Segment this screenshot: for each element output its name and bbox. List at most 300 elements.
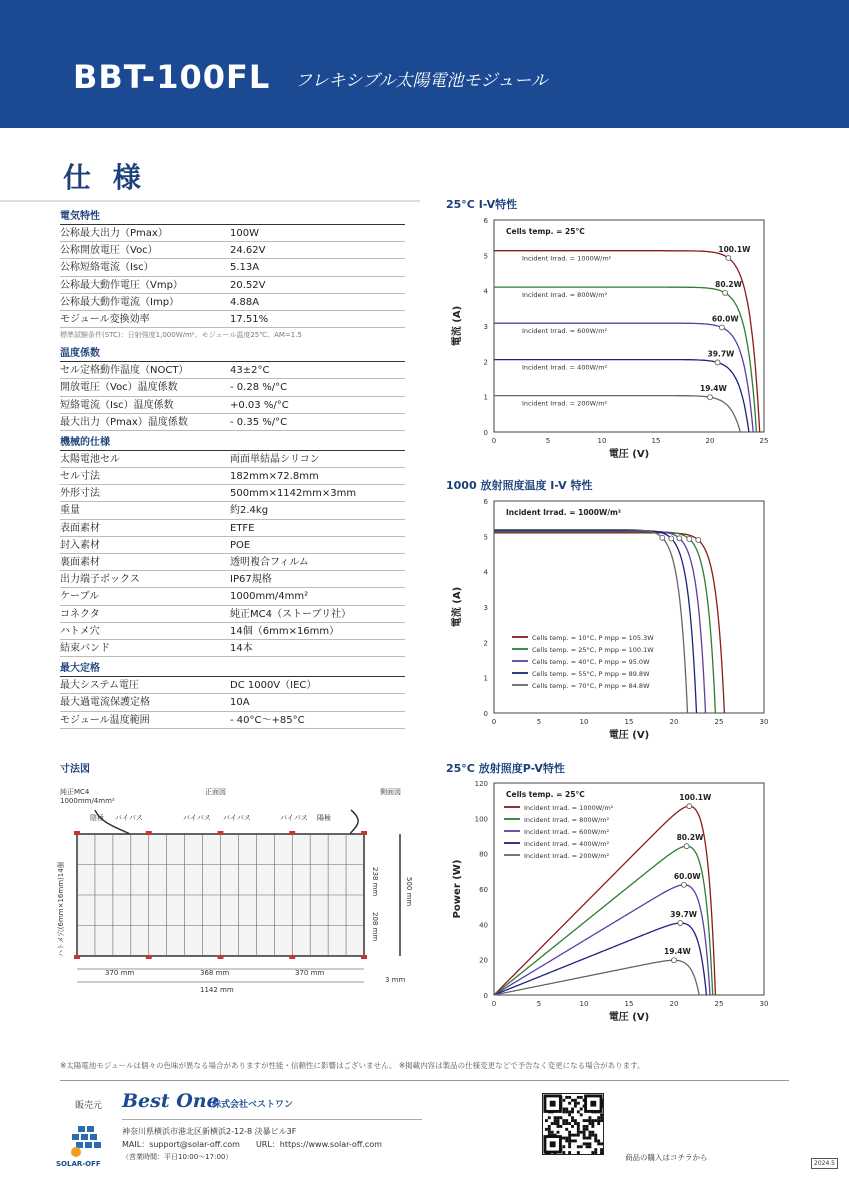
qr-module (574, 1134, 577, 1137)
qr-module (574, 1119, 577, 1122)
x-tick-label: 0 (491, 718, 497, 726)
x-tick-label: 20 (705, 437, 715, 445)
spec-value: - 0.28 %/°C (230, 382, 288, 394)
qr-module (586, 1145, 589, 1148)
spec-row (60, 379, 405, 396)
qr-module (545, 1128, 548, 1131)
qr-module (586, 1142, 589, 1145)
mpp-label: 60.0W (673, 871, 701, 881)
qr-module (554, 1119, 557, 1122)
y-axis-label: Power (W) (452, 859, 463, 919)
x-tick-label: 25 (714, 718, 724, 726)
qr-module (551, 1122, 554, 1125)
qr-module (588, 1122, 591, 1125)
qr-module (565, 1119, 568, 1122)
spec-key: モジュール温度範囲 (60, 714, 150, 726)
spec-row (60, 571, 405, 588)
y-tick-label: 1 (483, 393, 488, 402)
qr-finder-center (590, 1101, 596, 1107)
qr-module (557, 1131, 560, 1134)
qr-module (571, 1125, 574, 1128)
spec-key: コネクタ (60, 608, 100, 620)
max-rating-title: 最大定格 (60, 661, 405, 677)
qr-module (588, 1131, 591, 1134)
spec-value: 1000mm/4mm² (230, 591, 309, 603)
legend-entry: Cells temp. = 10°C, P mpp = 105.3W (532, 634, 654, 642)
mpp-marker (669, 536, 674, 541)
qr-module (554, 1116, 557, 1119)
x-tick-label: 20 (669, 718, 679, 726)
bypass-label-3: バイパス (223, 814, 251, 822)
qr-module (577, 1131, 580, 1134)
series-label: Incident Irrad. = 800W/m² (522, 291, 608, 300)
spec-value: - 0.35 %/°C (230, 416, 288, 428)
x-tick-label: 0 (491, 437, 497, 445)
mpp-marker (677, 536, 682, 541)
qr-module (571, 1139, 574, 1142)
qr-module (600, 1148, 603, 1151)
series-label: Incident Irrad. = 200W/m² (522, 399, 608, 408)
qr-module (554, 1122, 557, 1125)
mpp-label: 100.1W (718, 244, 751, 254)
qr-module (591, 1151, 594, 1154)
qr-module (577, 1134, 580, 1137)
qr-module (583, 1125, 586, 1128)
qr-module (568, 1113, 571, 1116)
negative-label: 陰極 (90, 814, 104, 822)
spec-value: 17.51% (230, 313, 269, 325)
qr-module (591, 1131, 594, 1134)
qr-module (548, 1131, 551, 1134)
spec-key: 開放電圧（Voc）温度係数 (60, 382, 178, 394)
spec-key: 裏面素材 (60, 557, 100, 568)
spec-value: 10A (230, 697, 250, 709)
stc-note: 標準試験条件(STC)：日射強度1,000W/m²、モジュール温度25℃、AM=1.5 (60, 331, 302, 340)
qr-module (562, 1145, 565, 1148)
qr-module (565, 1096, 568, 1099)
spec-row (60, 225, 405, 242)
grommet (74, 955, 80, 959)
qr-module (580, 1145, 583, 1148)
qr-module (568, 1110, 571, 1113)
spec-row (60, 606, 405, 623)
spec-key: 重量 (60, 505, 80, 517)
spec-key: セル定格動作温度（NOCT） (60, 365, 189, 377)
pv-chart-25c (446, 775, 776, 1025)
qr-module (588, 1137, 591, 1140)
spec-key: 表面素材 (60, 522, 100, 534)
qr-module (600, 1142, 603, 1145)
model-name: BBT-100FL (73, 58, 271, 96)
spec-key: 短絡電流（Isc）温度係数 (60, 399, 174, 411)
solar-off-logo-text: SOLAR-OFF (56, 1160, 101, 1168)
qr-module (583, 1119, 586, 1122)
qr-module (591, 1134, 594, 1137)
qr-module (597, 1139, 600, 1142)
spec-key: 封入素材 (60, 539, 100, 551)
qr-module (574, 1122, 577, 1125)
qr-caption: 商品の購入はコチラから (625, 1153, 708, 1162)
legend-entry: Incident Irrad. = 400W/m² (524, 840, 610, 848)
qr-module (565, 1110, 568, 1113)
x-tick-label: 25 (759, 437, 769, 445)
spec-key: 最大出力（Pmax）温度係数 (60, 416, 188, 428)
qr-module (591, 1122, 594, 1125)
dimension-drawing (55, 782, 415, 1002)
qr-module (588, 1119, 591, 1122)
qr-module (574, 1139, 577, 1142)
qr-module (568, 1096, 571, 1099)
spec-key: 結束バンド (60, 642, 110, 654)
company-name: 株式会社ベストワン (212, 1100, 294, 1110)
iv-chart-temperature (446, 493, 776, 743)
y-axis-label: 電流 (A) (452, 586, 463, 628)
qr-module (568, 1145, 571, 1148)
x-tick-label: 30 (759, 718, 769, 726)
chart-title-iv25: 25°C I-V特性 (446, 198, 518, 211)
qr-module (571, 1134, 574, 1137)
spec-value: +0.03 %/°C (230, 399, 289, 411)
spec-value: 約2.4kg (230, 505, 269, 517)
spec-value: 純正MC4（ストーブリ社） (230, 608, 352, 620)
dim-total: 1142 mm (200, 986, 234, 994)
qr-module (600, 1116, 603, 1119)
qr-module (594, 1151, 597, 1154)
qr-module (568, 1102, 571, 1105)
spec-row (60, 712, 405, 729)
qr-module (577, 1145, 580, 1148)
y-tick-label: 0 (483, 992, 488, 1000)
qr-module (577, 1110, 580, 1113)
address: 神奈川県横浜市港北区新横浜2-12-8 決暴ビル3F (122, 1127, 297, 1136)
qr-module (586, 1125, 589, 1128)
legend-entry: Incident Irrad. = 800W/m² (524, 816, 610, 824)
qr-module (565, 1108, 568, 1111)
chart-annotation: Cells temp. = 25°C (506, 227, 585, 236)
x-tick-label: 10 (579, 718, 589, 726)
y-tick-label: 0 (483, 429, 488, 437)
address-divider (122, 1119, 422, 1120)
qr-module (548, 1125, 551, 1128)
header-banner (0, 0, 849, 128)
qr-module (562, 1137, 565, 1140)
qr-module (559, 1116, 562, 1119)
y-tick-label: 5 (483, 533, 488, 542)
brand-logo: Best One (122, 1090, 219, 1112)
qr-module (571, 1108, 574, 1111)
y-tick-label: 5 (483, 252, 488, 261)
qr-module (594, 1139, 597, 1142)
spec-row (60, 397, 405, 414)
mpp-marker (726, 255, 731, 260)
spec-row (60, 537, 405, 554)
qr-module (562, 1108, 565, 1111)
y-tick-label: 60 (479, 886, 488, 894)
qr-module (597, 1142, 600, 1145)
qr-module (577, 1102, 580, 1105)
solar-off-logo-icon (68, 1124, 106, 1158)
x-tick-label: 15 (624, 1000, 634, 1008)
temperature-title: 温度係数 (60, 346, 405, 362)
qr-module (594, 1137, 597, 1140)
y-tick-label: 3 (483, 604, 488, 612)
qr-module (577, 1122, 580, 1125)
spec-key: 公称開放電圧（Voc） (60, 245, 158, 257)
x-tick-label: 5 (536, 718, 542, 726)
spec-value: 5.13A (230, 262, 260, 274)
qr-module (600, 1113, 603, 1116)
x-tick-label: 0 (491, 1000, 497, 1008)
y-tick-label: 2 (483, 358, 488, 367)
x-tick-label: 10 (597, 437, 607, 445)
chart-annotation: Incident Irrad. = 1000W/m² (506, 508, 622, 517)
spec-row (60, 520, 405, 537)
qr-module (597, 1116, 600, 1119)
y-tick-label: 100 (474, 815, 488, 824)
spec-row (60, 502, 405, 519)
qr-module (574, 1105, 577, 1108)
mpp-label: 80.2W (715, 279, 742, 289)
mpp-label: 19.4W (700, 384, 727, 394)
spec-value: 20.52V (230, 279, 266, 291)
qr-module (574, 1099, 577, 1102)
electrical-title: 電気特性 (60, 209, 405, 225)
qr-module (583, 1137, 586, 1140)
grommet (289, 955, 295, 959)
qr-finder-center (550, 1101, 556, 1107)
qr-module (571, 1110, 574, 1113)
dim-h1: 238 mm (371, 867, 379, 897)
section-title: 仕 様 (63, 161, 147, 194)
mpp-marker (696, 537, 701, 542)
spec-row (60, 451, 405, 468)
dim-thickness: 3 mm (385, 976, 406, 984)
spec-value: 14個（6mm×16mm） (230, 625, 340, 637)
chart-annotation: Cells temp. = 25°C (506, 790, 585, 799)
y-tick-label: 6 (483, 217, 488, 225)
mpp-marker (687, 804, 692, 809)
mpp-label: 100.1W (679, 793, 712, 803)
qr-module (600, 1119, 603, 1122)
x-tick-label: 25 (714, 1000, 724, 1008)
connector-label: 純正MC4 (60, 788, 90, 796)
legend-entry: Incident Irrad. = 200W/m² (524, 852, 610, 860)
spec-value: - 40°C〜+85°C (230, 714, 305, 726)
x-tick-label: 5 (536, 1000, 542, 1008)
x-tick-label: 30 (759, 1000, 769, 1008)
qr-module (577, 1151, 580, 1154)
bypass-label-4: バイパス (280, 814, 308, 822)
qr-module (588, 1142, 591, 1145)
legend-entry: Incident Irrad. = 1000W/m² (524, 804, 614, 812)
qr-module (586, 1128, 589, 1131)
qr-module (574, 1102, 577, 1105)
qr-module (600, 1151, 603, 1154)
spec-value: DC 1000V（IEC） (230, 680, 317, 692)
qr-module (586, 1137, 589, 1140)
x-axis-label: 電圧 (V) (608, 449, 650, 460)
mpp-marker (719, 325, 724, 330)
mechanical-title: 機械的仕様 (60, 435, 405, 451)
front-view-label: 正面図 (205, 788, 226, 796)
qr-module (580, 1131, 583, 1134)
spec-row (60, 277, 405, 294)
qr-module (557, 1116, 560, 1119)
qr-module (588, 1145, 591, 1148)
qr-module (571, 1116, 574, 1119)
spec-row (60, 694, 405, 711)
spec-value: 100W (230, 228, 259, 239)
spec-value: 4.88A (230, 296, 260, 308)
spec-key: 公称最大動作電流（Imp） (60, 296, 180, 308)
qr-code[interactable] (542, 1093, 604, 1155)
spec-row (60, 259, 405, 276)
spec-row (60, 362, 405, 379)
spec-key: 公称最大動作電圧（Vmp） (60, 279, 183, 291)
qr-module (591, 1125, 594, 1128)
x-axis-label: 電圧 (V) (608, 730, 650, 741)
spec-row (60, 623, 405, 640)
iv-chart-25c (446, 212, 776, 462)
legend-entry: Cells temp. = 55°C, P mpp = 89.8W (532, 670, 650, 678)
spec-key: ケーブル (60, 591, 100, 603)
mpp-marker (684, 844, 689, 849)
spec-key: セル寸法 (60, 471, 100, 483)
grommet (218, 955, 224, 959)
y-tick-label: 4 (483, 287, 488, 296)
y-tick-label: 2 (483, 639, 488, 648)
spec-value: 14本 (230, 642, 253, 654)
grommet (146, 955, 152, 959)
legend-entry: Cells temp. = 40°C, P mpp = 95.0W (532, 658, 650, 666)
qr-finder-center (550, 1141, 556, 1147)
qr-module (577, 1128, 580, 1131)
contact: MAIL：support@solar-off.com URL：https://www.solar-off.com (122, 1140, 382, 1149)
spec-row (60, 311, 405, 328)
qr-module (571, 1099, 574, 1102)
y-tick-label: 6 (483, 498, 488, 506)
qr-module (594, 1134, 597, 1137)
bypass-label-1: バイパス (115, 814, 143, 822)
qr-module (594, 1148, 597, 1151)
qr-module (565, 1128, 568, 1131)
spec-key: 公称短絡電流（Isc） (60, 262, 154, 274)
y-tick-label: 80 (479, 850, 488, 859)
qr-module (565, 1122, 568, 1125)
mpp-marker (672, 958, 677, 963)
chart-title-ivtemp: 1000 放射照度温度 I-V 特性 (446, 479, 593, 492)
mpp-label: 39.7W (707, 349, 735, 359)
qr-module (565, 1139, 568, 1142)
qr-module (568, 1139, 571, 1142)
x-tick-label: 10 (579, 1000, 589, 1008)
y-tick-label: 3 (483, 323, 488, 331)
y-tick-label: 1 (483, 674, 488, 683)
qr-module (568, 1137, 571, 1140)
mpp-marker (678, 921, 683, 926)
footnote: ※太陽電池モジュールは個々の色味が異なる場合がありますが性能・信頼性に影響はございません。 ※掲載内容は製品の仕様変更などで予告なく変更になる場合があります。 (60, 1061, 645, 1070)
spec-row (60, 485, 405, 502)
spec-row (60, 640, 405, 657)
qr-module (565, 1137, 568, 1140)
dim-left: 370 mm (105, 969, 135, 977)
grommet (289, 831, 295, 835)
business-hours: （営業時間：平日10:00〜17:00） (122, 1153, 233, 1161)
qr-module (548, 1128, 551, 1131)
legend-entry: Cells temp. = 25°C, P mpp = 100.1W (532, 646, 654, 654)
qr-module (557, 1119, 560, 1122)
y-axis-label: 電流 (A) (452, 305, 463, 347)
spec-value: 500mm×1142mm×3mm (230, 488, 357, 500)
x-tick-label: 15 (651, 437, 661, 445)
dim-middle: 368 mm (200, 969, 230, 977)
grommet (361, 955, 367, 959)
spec-row (60, 294, 405, 311)
spec-row (60, 588, 405, 605)
version-stamp: 2024.5 (811, 1158, 838, 1169)
qr-module (577, 1125, 580, 1128)
mpp-label: 19.4W (664, 947, 691, 957)
qr-module (562, 1151, 565, 1154)
divider (0, 200, 420, 202)
grommet (361, 831, 367, 835)
cable-line (350, 810, 358, 834)
spec-row (60, 414, 405, 431)
legend-entry: Cells temp. = 70°C, P mpp = 84.8W (532, 682, 650, 690)
spec-key: 最大システム電圧 (60, 680, 139, 692)
qr-module (577, 1096, 580, 1099)
series-label: Incident Irrad. = 400W/m² (522, 363, 608, 372)
dim-h3: 500 mm (405, 877, 413, 907)
y-tick-label: 0 (483, 710, 488, 718)
bypass-label-2: バイパス (183, 814, 211, 822)
grommet (218, 831, 224, 835)
spec-key: 公称最大出力（Pmax） (60, 228, 168, 239)
qr-module (591, 1119, 594, 1122)
qr-module (568, 1122, 571, 1125)
spec-key: 外形寸法 (60, 488, 100, 500)
mpp-marker (681, 882, 686, 887)
qr-module (559, 1125, 562, 1128)
qr-module (588, 1116, 591, 1119)
qr-module (571, 1119, 574, 1122)
mpp-label: 80.2W (676, 833, 704, 843)
qr-module (583, 1134, 586, 1137)
spec-value: 43±2°C (230, 365, 270, 377)
x-tick-label: 15 (624, 718, 634, 726)
qr-module (568, 1134, 571, 1137)
mpp-marker (708, 395, 713, 400)
qr-module (583, 1142, 586, 1145)
spec-key: 出力端子ボックス (60, 574, 140, 586)
product-subtitle: フレキシブル太陽電池モジュール (295, 71, 548, 91)
qr-module (562, 1119, 565, 1122)
qr-module (557, 1125, 560, 1128)
series-label: Incident Irrad. = 600W/m² (522, 327, 608, 336)
spec-value: 24.62V (230, 245, 266, 257)
mpp-marker (715, 360, 720, 365)
legend-entry: Incident Irrad. = 600W/m² (524, 828, 610, 836)
y-tick-label: 20 (479, 956, 488, 965)
y-tick-label: 40 (479, 921, 488, 930)
spec-row (60, 554, 405, 571)
side-view-label: 側面図 (380, 788, 401, 796)
y-tick-label: 120 (474, 780, 488, 788)
spec-value: POE (230, 539, 251, 551)
qr-module (551, 1131, 554, 1134)
mpp-marker (660, 535, 665, 540)
qr-module (548, 1116, 551, 1119)
